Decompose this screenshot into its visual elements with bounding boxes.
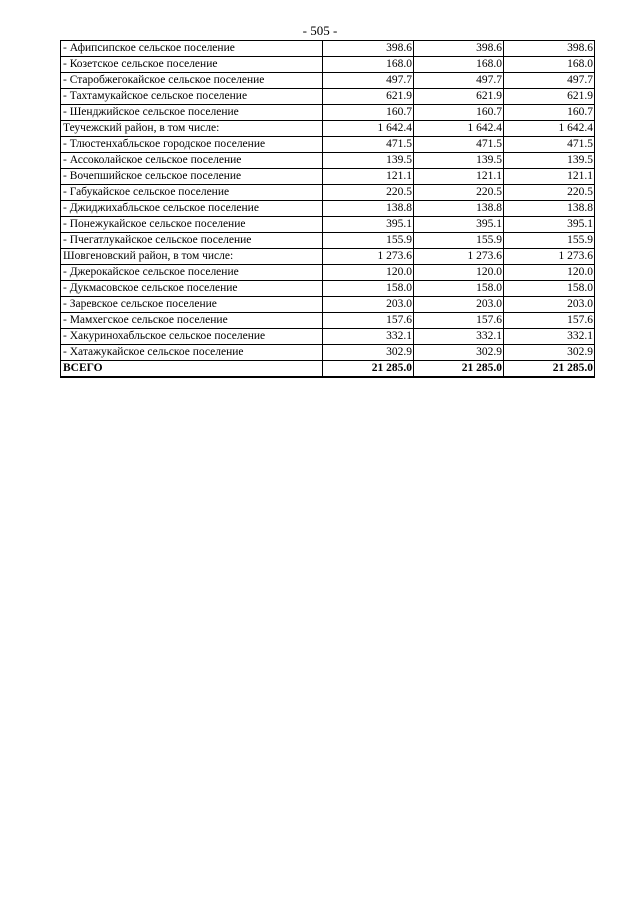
- settlement-name-cell: - Пчегатлукайское сельское поселение: [61, 233, 323, 249]
- settlement-name-cell: - Старобжегокайское сельское поселение: [61, 73, 323, 89]
- value-cell-2: 138.8: [414, 201, 504, 217]
- value-cell-1: 621.9: [323, 89, 414, 105]
- table-row: [61, 57, 595, 73]
- settlement-name-cell: - Дукмасовское сельское поселение: [61, 281, 323, 297]
- table-row: [61, 313, 595, 329]
- table-row: [61, 41, 595, 57]
- settlement-name-cell: - Ассоколайское сельское поселение: [61, 153, 323, 169]
- value-cell-2: 332.1: [414, 329, 504, 345]
- value-cell-3: 121.1: [504, 169, 595, 185]
- table-row: [61, 249, 595, 265]
- value-cell-2: 497.7: [414, 73, 504, 89]
- value-cell-3: 168.0: [504, 57, 595, 73]
- value-cell-1: 203.0: [323, 297, 414, 313]
- table-row: [61, 201, 595, 217]
- value-cell-1: 21 285.0: [323, 361, 414, 378]
- value-cell-3: 158.0: [504, 281, 595, 297]
- settlement-name-cell: - Тлюстенхабльское городское поселение: [61, 137, 323, 153]
- value-cell-3: 1 273.6: [504, 249, 595, 265]
- settlement-name-cell: - Шенджийское сельское поселение: [61, 105, 323, 121]
- page-number: - 505 -: [302, 23, 338, 38]
- value-cell-1: 120.0: [323, 265, 414, 281]
- value-cell-1: 471.5: [323, 137, 414, 153]
- value-cell-2: 120.0: [414, 265, 504, 281]
- value-cell-3: 497.7: [504, 73, 595, 89]
- table-row: [61, 329, 595, 345]
- value-cell-1: 138.8: [323, 201, 414, 217]
- value-cell-2: 203.0: [414, 297, 504, 313]
- table-row: [61, 297, 595, 313]
- settlement-name-cell: - Тахтамукайское сельское поселение: [61, 89, 323, 105]
- value-cell-2: 158.0: [414, 281, 504, 297]
- value-cell-1: 160.7: [323, 105, 414, 121]
- settlement-name-cell: - Мамхегское сельское поселение: [61, 313, 323, 329]
- value-cell-2: 1 642.4: [414, 121, 504, 137]
- value-cell-3: 1 642.4: [504, 121, 595, 137]
- value-cell-3: 395.1: [504, 217, 595, 233]
- value-cell-2: 220.5: [414, 185, 504, 201]
- value-cell-2: 155.9: [414, 233, 504, 249]
- value-cell-3: 332.1: [504, 329, 595, 345]
- settlement-name-cell: Шовгеновский район, в том числе:: [61, 249, 323, 265]
- value-cell-3: 471.5: [504, 137, 595, 153]
- settlement-name-cell: - Габукайское сельское поселение: [61, 185, 323, 201]
- value-cell-2: 621.9: [414, 89, 504, 105]
- value-cell-2: 121.1: [414, 169, 504, 185]
- table-row: [61, 281, 595, 297]
- value-cell-3: 302.9: [504, 345, 595, 361]
- value-cell-3: 155.9: [504, 233, 595, 249]
- value-cell-1: 302.9: [323, 345, 414, 361]
- table-row: [61, 185, 595, 201]
- table-row: [61, 217, 595, 233]
- value-cell-3: 220.5: [504, 185, 595, 201]
- value-cell-1: 398.6: [323, 41, 414, 57]
- value-cell-1: 220.5: [323, 185, 414, 201]
- value-cell-2: 395.1: [414, 217, 504, 233]
- settlement-name-cell: - Козетское сельское поселение: [61, 57, 323, 73]
- settlement-name-cell: Теучежский район, в том числе:: [61, 121, 323, 137]
- settlement-name-cell: - Хатажукайское сельское поселение: [61, 345, 323, 361]
- table-row: [61, 89, 595, 105]
- value-cell-3: 398.6: [504, 41, 595, 57]
- value-cell-3: 139.5: [504, 153, 595, 169]
- table-row: [61, 153, 595, 169]
- value-cell-2: 168.0: [414, 57, 504, 73]
- value-cell-1: 1 273.6: [323, 249, 414, 265]
- value-cell-2: 139.5: [414, 153, 504, 169]
- value-cell-2: 160.7: [414, 105, 504, 121]
- value-cell-3: 203.0: [504, 297, 595, 313]
- value-cell-2: 21 285.0: [414, 361, 504, 378]
- table-row: [61, 169, 595, 185]
- value-cell-3: 621.9: [504, 89, 595, 105]
- value-cell-2: 302.9: [414, 345, 504, 361]
- table-row: [61, 137, 595, 153]
- value-cell-1: 395.1: [323, 217, 414, 233]
- value-cell-2: 1 273.6: [414, 249, 504, 265]
- settlement-name-cell: - Афипсипское сельское поселение: [61, 41, 323, 57]
- value-cell-2: 157.6: [414, 313, 504, 329]
- value-cell-3: 21 285.0: [504, 361, 595, 378]
- settlement-name-cell: - Понежукайское сельское поселение: [61, 217, 323, 233]
- table-row: [61, 73, 595, 89]
- settlement-name-cell: - Джиджихабльское сельское поселение: [61, 201, 323, 217]
- value-cell-1: 155.9: [323, 233, 414, 249]
- budget-table: [60, 40, 595, 378]
- settlement-name-cell: ВСЕГО: [61, 361, 323, 378]
- value-cell-3: 138.8: [504, 201, 595, 217]
- settlement-name-cell: - Джерокайское сельское поселение: [61, 265, 323, 281]
- value-cell-1: 497.7: [323, 73, 414, 89]
- settlement-name-cell: - Хакуринохабльское сельское поселение: [61, 329, 323, 345]
- table-row: [61, 121, 595, 137]
- value-cell-1: 168.0: [323, 57, 414, 73]
- value-cell-1: 139.5: [323, 153, 414, 169]
- value-cell-1: 158.0: [323, 281, 414, 297]
- table-body: [61, 41, 595, 378]
- total-row: [61, 361, 595, 378]
- value-cell-3: 120.0: [504, 265, 595, 281]
- value-cell-2: 471.5: [414, 137, 504, 153]
- value-cell-1: 157.6: [323, 313, 414, 329]
- settlement-name-cell: - Заревское сельское поселение: [61, 297, 323, 313]
- value-cell-2: 398.6: [414, 41, 504, 57]
- value-cell-1: 1 642.4: [323, 121, 414, 137]
- table-row: [61, 233, 595, 249]
- table-row: [61, 265, 595, 281]
- value-cell-1: 332.1: [323, 329, 414, 345]
- value-cell-1: 121.1: [323, 169, 414, 185]
- settlement-name-cell: - Вочепшийское сельское поселение: [61, 169, 323, 185]
- table-row: [61, 105, 595, 121]
- value-cell-3: 157.6: [504, 313, 595, 329]
- table-row: [61, 345, 595, 361]
- value-cell-3: 160.7: [504, 105, 595, 121]
